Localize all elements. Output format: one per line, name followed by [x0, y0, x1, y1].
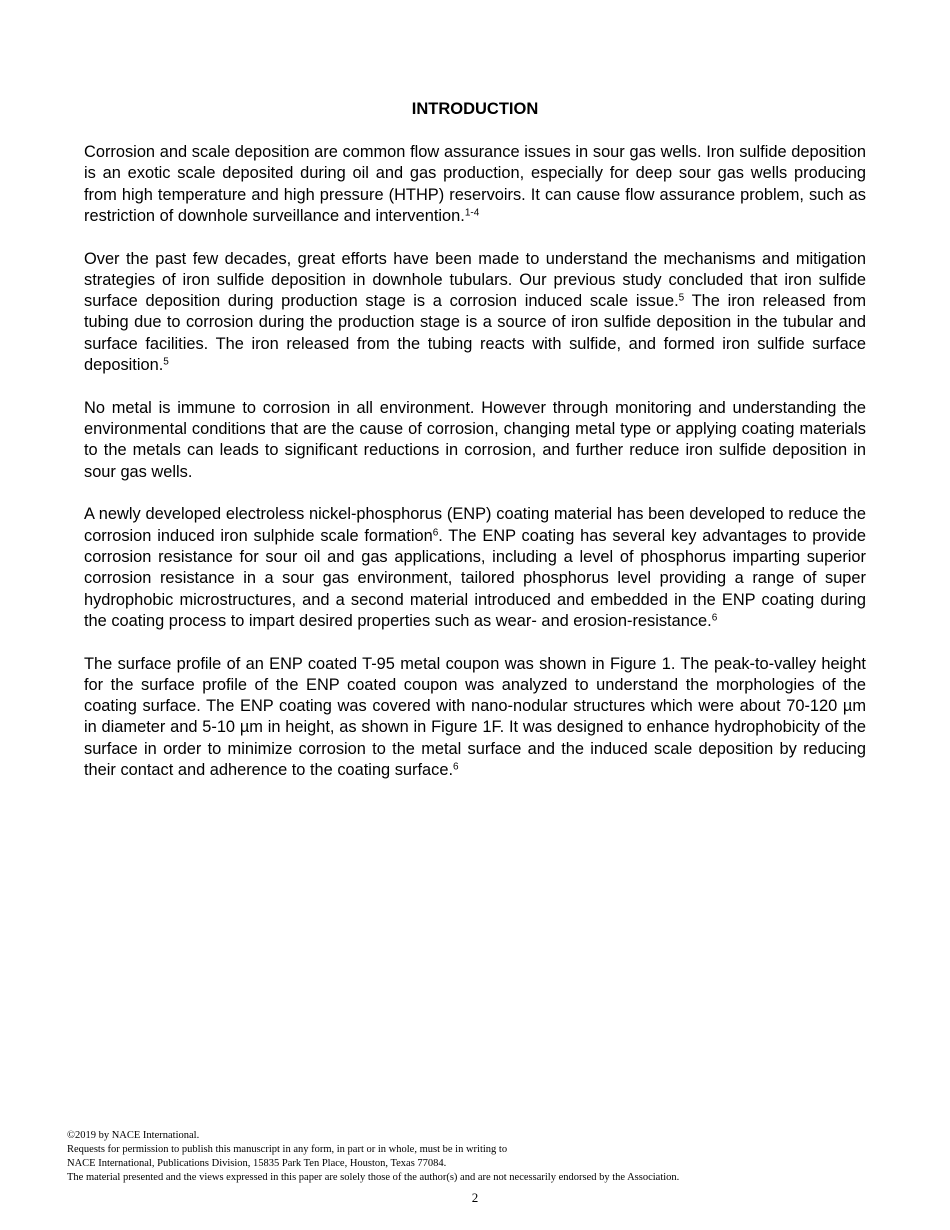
- section-heading: INTRODUCTION: [411, 100, 539, 118]
- citation-superscript: 5: [678, 292, 685, 304]
- body-paragraph: [84, 142, 866, 227]
- page-footer: [67, 1129, 887, 1185]
- citation-superscript: 1-4: [464, 207, 480, 219]
- footer-address-line: NACE International, Publications Division, 15835 Park Ten Place, Houston, Texas 77084.: [67, 1158, 447, 1169]
- footer-permission-line: Requests for permission to publish this manuscript in any form, in part or in whole, must be in writing to: [67, 1144, 508, 1155]
- body-paragraph: [84, 398, 866, 483]
- body-paragraph: [84, 654, 866, 782]
- paragraph-text: Corrosion and scale deposition are common flow assurance issues in sour gas wells. Iron sulfide deposition is an exotic scale deposited during oil and gas production, especially for deep sour gas wells producing from high temperature and high pressure (HTHP) reservoirs. It can cause flow assurance problem, such as restriction of downhole surveillance and intervention.: [84, 143, 866, 225]
- paragraph-text: No metal is immune to corrosion in all environment. However through monitoring and understanding the environmental conditions that are the cause of corrosion, changing metal type or applying coating materials to the metals can leads to significant reductions in corrosion, and further reduce iron sulfide deposition in sour gas wells.: [84, 398, 866, 481]
- introduction-body: [84, 142, 866, 803]
- citation-superscript: 6: [453, 761, 459, 773]
- paragraph-text: The iron released from tubing due to corrosion during the production stage is a source of iron sulfide deposition in the tubular and surface facilities. The iron released from the tubing reacts with sulfide, and formed iron sulfide surface deposition.: [84, 292, 866, 375]
- footer-disclaimer: The material presented and the views expressed in this paper are solely those of the author(s) and are not necessarily endorsed by the Association.: [67, 1172, 680, 1183]
- paragraph-text: The surface profile of an ENP coated T-95 metal coupon was shown in Figure 1. The peak-to-valley height for the surface profile of the ENP coated coupon was analyzed to understand the morphologies of the coating surface. The ENP coating was covered with nano-nodular structures which were about 70-120 µm in diameter and 5-10 µm in height, as shown in Figure 1F. It was designed to enhance hydrophobicity of the surface in order to minimize corrosion to the metal surface and the induced scale deposition by reducing their contact and adherence to the coating surface.: [84, 654, 866, 779]
- page-number: 2: [471, 1190, 479, 1205]
- paragraph-text: A newly developed electroless nickel-phosphorus (ENP) coating material has been developed to reduce the corrosion induced iron sulphide scale formation: [84, 505, 866, 545]
- citation-superscript: 6: [432, 527, 439, 539]
- paragraph-text: . The ENP coating has several key advantages to provide corrosion resistance for sour oil and gas applications, including a level of phosphorus imparting superior corrosion resistance in a sour gas environment, tailored phosphorus level providing a range of super hydrophobic microstructures, and a second material introduced and embedded in the ENP coating during the coating process to impart desired properties such as wear- and erosion-resistance.: [84, 526, 866, 630]
- footer-copyright: ©2019 by NACE International.: [67, 1130, 200, 1141]
- citation-superscript: 5: [163, 356, 169, 368]
- citation-superscript: 6: [711, 612, 718, 624]
- body-paragraph: [84, 249, 866, 377]
- body-paragraph: [84, 504, 866, 632]
- paragraph-text: Over the past few decades, great efforts have been made to understand the mechanisms and mitigation strategies of iron sulfide deposition in downhole tubulars. Our previous study concluded that iron sulfide surface deposition during production stage is a corrosion induced scale issue.: [84, 249, 866, 311]
